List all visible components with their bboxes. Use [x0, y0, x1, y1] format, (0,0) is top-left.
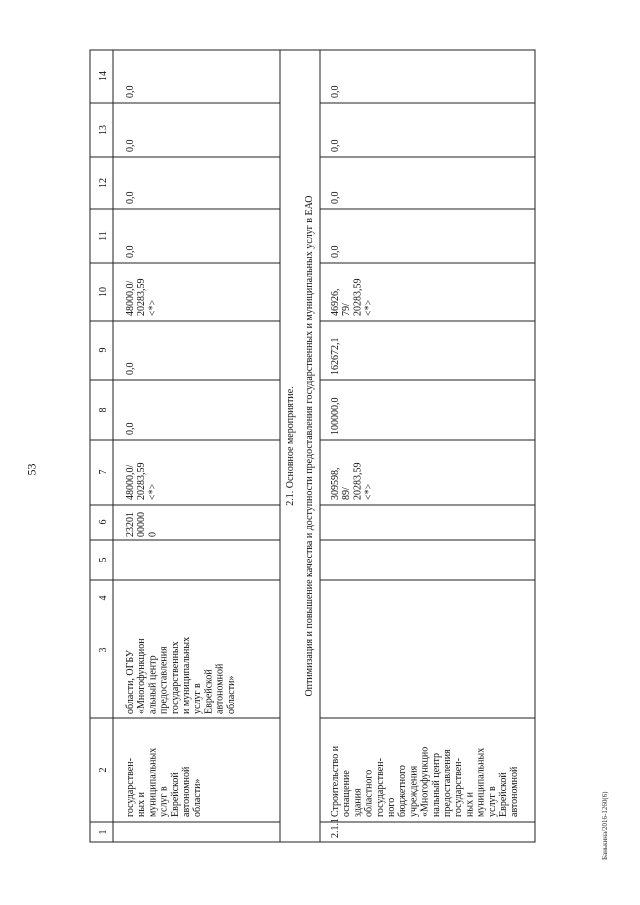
row-a-col8: 0,0: [125, 422, 136, 435]
row-b-col13: 0,0: [330, 139, 341, 152]
row-a-col9: 0,0: [125, 362, 136, 375]
section-heading-2: Оптимизация и повышение качества и доступности предоставления государственных и муниципальных услуг в ЕАО: [304, 195, 315, 697]
row-b-col1: 2.1.1: [330, 818, 341, 838]
col-header-6: 6: [98, 519, 109, 525]
row-b-col12: 0,0: [330, 191, 341, 204]
row-b-col7: 309598,89/20283,59<*>: [330, 462, 375, 500]
row-b-col10: 46926,79/20283,59<*>: [330, 278, 375, 316]
col-header-12: 12: [98, 178, 109, 188]
footer-code: Банькина/2016-1260(6): [601, 791, 609, 860]
row-a-col6: 23201000000: [125, 512, 159, 537]
col-header-14: 14: [98, 71, 109, 81]
section-heading-1: 2.1. Основное мероприятие.: [285, 386, 296, 506]
col-header-13: 13: [98, 125, 109, 135]
row-b-col9: 162672,1: [330, 337, 341, 375]
row-a-col14: 0,0: [125, 85, 136, 98]
row-b-col14: 0,0: [330, 85, 341, 98]
page-number: 53: [24, 463, 39, 476]
row-a-col7: 48000,0/20283,59<*>: [125, 462, 159, 500]
col-header-8: 8: [98, 407, 109, 413]
col-header-1: 1: [98, 829, 109, 835]
col-header-3: 3: [98, 647, 109, 653]
row-a-col12: 0,0: [125, 191, 136, 204]
col-header-2: 2: [98, 767, 109, 773]
col-header-4: 4: [98, 595, 109, 601]
col-header-5: 5: [98, 557, 109, 563]
row-a-col11: 0,0: [125, 245, 136, 258]
row-a-col2: государствен-ных имуниципальныхуслуг вЕврейскойавтономнойобласти»: [125, 747, 204, 817]
col-header-10: 10: [98, 287, 109, 297]
row-b-col11: 0,0: [330, 245, 341, 258]
row-b-col2: Строительство иоснащениезданияобластногогосударствен-ногобюджетногоучреждения«Многофункциональный центрпредоставлениягосударствен-ных имуниципальныхуслуг вЕврейскойавтономной: [330, 745, 521, 817]
row-a-col13: 0,0: [125, 139, 136, 152]
row-b-col8: 100000,0: [330, 397, 341, 435]
col-header-11: 11: [98, 231, 109, 241]
col-header-7: 7: [98, 469, 109, 475]
col-header-9: 9: [98, 347, 109, 353]
row-a-col10: 48000,0/20283,59<*>: [125, 278, 159, 316]
row-a-col3: области, ОГБУ«Многофункциональный центрпредоставлениягосударственныхи муниципальныхуслуг вЕврейскойавтономнойобласти»: [125, 636, 237, 714]
